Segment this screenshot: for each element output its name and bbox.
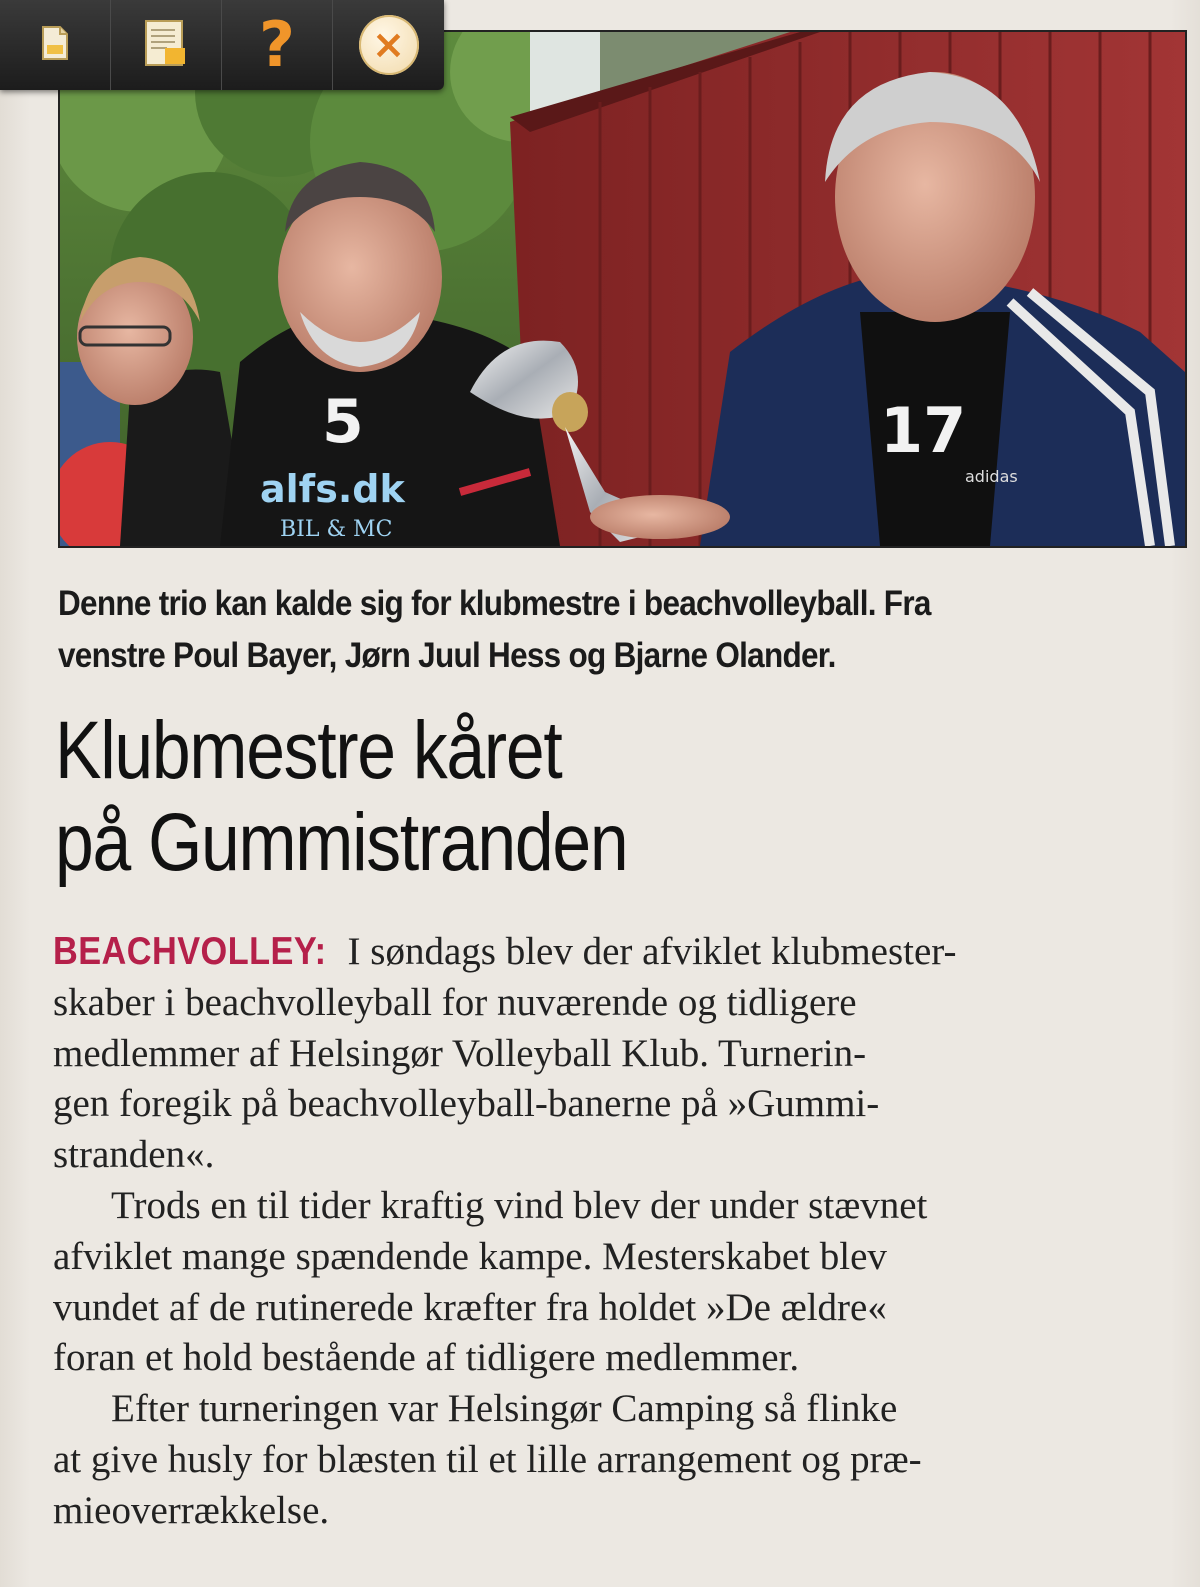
body-line: Trods en til tider kraftig vind blev der under stævnet [111, 1183, 928, 1227]
headline-line: på Gummistranden [55, 797, 628, 888]
paragraph-2 [53, 1181, 1178, 1384]
body-line: foran et hold bestående af tidligere medlemmer. [53, 1336, 800, 1380]
body-line: gen foregik på beachvolleyball-banerne på »Gummi- [53, 1082, 880, 1126]
photo-caption [58, 578, 1057, 682]
jersey-subtext-left: BIL & MC [280, 517, 393, 542]
body-line: afviklet mange spændende kampe. Mesterskabet blev [53, 1234, 887, 1278]
body-line: mieoverrækkelse. [53, 1488, 330, 1532]
body-line: stranden«. [53, 1133, 215, 1177]
section-kicker: BEACHVOLLEY: [53, 930, 327, 973]
body-line: vundet af de rutinerede kræfter fra holdet »De ældre« [53, 1285, 887, 1329]
document-icon [40, 25, 70, 66]
article-body [53, 927, 1178, 1537]
paragraph-1 [53, 927, 1178, 1181]
close-button[interactable] [333, 0, 444, 90]
notes-button[interactable] [111, 0, 222, 90]
caption-line: venstre Poul Bayer, Jørn Juul Hess og Bjarne Olander. [58, 636, 836, 675]
help-icon: ? [259, 8, 295, 81]
jersey-number-right: 17 [880, 394, 967, 467]
help-button[interactable] [222, 0, 333, 90]
body-line: skaber i beachvolleyball for nuværende og tidligere [53, 980, 857, 1024]
document-button[interactable] [0, 0, 111, 90]
body-line-text: I søndags blev der afviklet klubmester- [337, 930, 957, 973]
paragraph-3 [53, 1384, 1178, 1536]
caption-line: Denne trio kan kalde sig for klubmestre i beachvolleyball. Fra [58, 584, 931, 623]
body-line: medlemmer af Helsingør Volleyball Klub. Turnerin- [53, 1031, 867, 1075]
close-glyph: × [371, 22, 406, 68]
headline-line: Klubmestre kåret [55, 705, 562, 796]
article-photo [58, 30, 1187, 548]
jersey-brand-right: adidas [965, 467, 1018, 486]
jersey-text-left: alfs.dk [260, 467, 405, 511]
body-line: Efter turneringen var Helsingør Camping så flinke [111, 1387, 898, 1431]
close-icon [359, 15, 419, 75]
body-line [53, 927, 1178, 978]
notes-icon [143, 18, 189, 73]
body-line: at give husly for blæsten til et lille arrangement og præ- [53, 1437, 922, 1481]
viewer-toolbar [0, 0, 444, 90]
article-headline [55, 705, 990, 889]
jersey-number-left: 5 [322, 387, 364, 457]
